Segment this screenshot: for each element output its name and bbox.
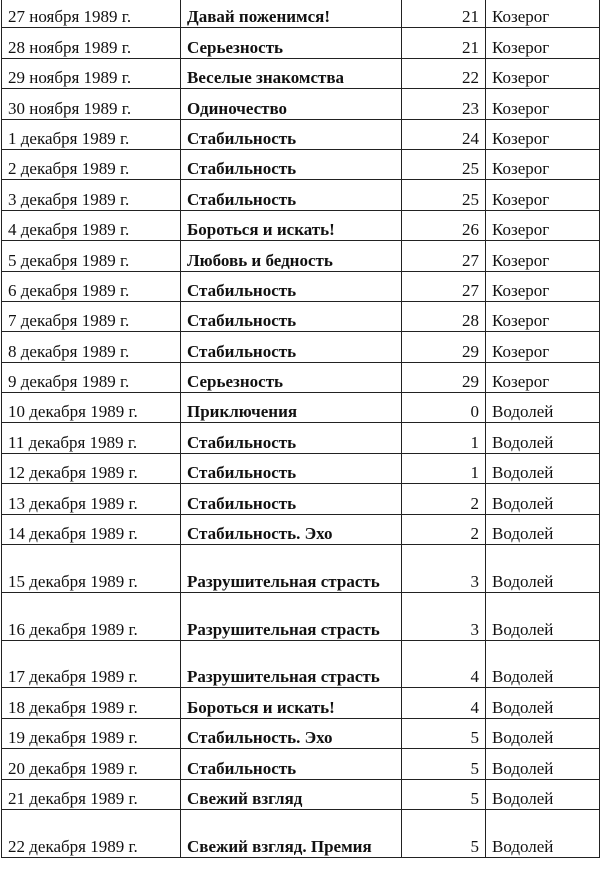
event-cell: Стабильность	[181, 301, 402, 331]
table-row	[2, 271, 600, 301]
table-row	[2, 592, 600, 640]
table-row	[2, 749, 600, 779]
event-cell: Стабильность	[181, 749, 402, 779]
sign-cell: Козерог	[486, 149, 600, 179]
number-cell: 28	[402, 301, 486, 331]
table-row	[2, 545, 600, 593]
table-row	[2, 301, 600, 331]
date-cell: 21 декабря 1989 г.	[2, 779, 181, 809]
sign-cell: Водолей	[486, 393, 600, 423]
event-cell: Серьезность	[181, 28, 402, 58]
sign-cell: Козерог	[486, 362, 600, 392]
event-cell: Разрушительная страсть	[181, 545, 402, 593]
number-cell: 2	[402, 484, 486, 514]
date-table-body	[2, 0, 600, 857]
table-row	[2, 210, 600, 240]
sign-cell: Водолей	[486, 749, 600, 779]
sign-cell: Водолей	[486, 779, 600, 809]
date-cell: 1 декабря 1989 г.	[2, 119, 181, 149]
table-row	[2, 484, 600, 514]
sign-cell: Водолей	[486, 453, 600, 483]
event-cell: Одиночество	[181, 89, 402, 119]
date-cell: 2 декабря 1989 г.	[2, 149, 181, 179]
event-cell: Стабильность	[181, 453, 402, 483]
date-cell: 13 декабря 1989 г.	[2, 484, 181, 514]
number-cell: 23	[402, 89, 486, 119]
table-row	[2, 119, 600, 149]
sign-cell: Козерог	[486, 58, 600, 88]
number-cell: 5	[402, 779, 486, 809]
date-cell: 17 декабря 1989 г.	[2, 640, 181, 688]
number-cell: 3	[402, 545, 486, 593]
date-cell: 20 декабря 1989 г.	[2, 749, 181, 779]
number-cell: 1	[402, 453, 486, 483]
number-cell: 22	[402, 58, 486, 88]
event-cell: Давай поженимся!	[181, 0, 402, 28]
sign-cell: Козерог	[486, 119, 600, 149]
date-cell: 4 декабря 1989 г.	[2, 210, 181, 240]
event-cell: Любовь и бедность	[181, 241, 402, 271]
number-cell: 21	[402, 0, 486, 28]
date-cell: 10 декабря 1989 г.	[2, 393, 181, 423]
number-cell: 0	[402, 393, 486, 423]
sign-cell: Водолей	[486, 688, 600, 718]
date-cell: 9 декабря 1989 г.	[2, 362, 181, 392]
event-cell: Стабильность	[181, 119, 402, 149]
number-cell: 25	[402, 180, 486, 210]
sign-cell: Козерог	[486, 301, 600, 331]
date-cell: 27 ноября 1989 г.	[2, 0, 181, 28]
date-table	[1, 0, 600, 858]
date-cell: 3 декабря 1989 г.	[2, 180, 181, 210]
date-cell: 14 декабря 1989 г.	[2, 514, 181, 544]
date-cell: 30 ноября 1989 г.	[2, 89, 181, 119]
table-row	[2, 453, 600, 483]
sign-cell: Водолей	[486, 640, 600, 688]
date-cell: 15 декабря 1989 г.	[2, 545, 181, 593]
table-row	[2, 241, 600, 271]
sign-cell: Козерог	[486, 28, 600, 58]
date-cell: 18 декабря 1989 г.	[2, 688, 181, 718]
number-cell: 5	[402, 718, 486, 748]
sign-cell: Водолей	[486, 484, 600, 514]
date-cell: 29 ноября 1989 г.	[2, 58, 181, 88]
sign-cell: Водолей	[486, 514, 600, 544]
sign-cell: Водолей	[486, 592, 600, 640]
sign-cell: Козерог	[486, 89, 600, 119]
event-cell: Свежий взгляд. Премия	[181, 809, 402, 857]
sign-cell: Козерог	[486, 0, 600, 28]
number-cell: 2	[402, 514, 486, 544]
event-cell: Стабильность	[181, 484, 402, 514]
event-cell: Стабильность	[181, 271, 402, 301]
sign-cell: Водолей	[486, 423, 600, 453]
table-row	[2, 393, 600, 423]
date-cell: 11 декабря 1989 г.	[2, 423, 181, 453]
table-row	[2, 688, 600, 718]
number-cell: 26	[402, 210, 486, 240]
number-cell: 5	[402, 809, 486, 857]
sign-cell: Козерог	[486, 210, 600, 240]
table-row	[2, 423, 600, 453]
number-cell: 24	[402, 119, 486, 149]
date-cell: 19 декабря 1989 г.	[2, 718, 181, 748]
sign-cell: Козерог	[486, 241, 600, 271]
table-row	[2, 514, 600, 544]
event-cell: Стабильность	[181, 332, 402, 362]
table-row	[2, 58, 600, 88]
event-cell: Стабильность. Эхо	[181, 718, 402, 748]
date-cell: 6 декабря 1989 г.	[2, 271, 181, 301]
event-cell: Стабильность	[181, 423, 402, 453]
table-row	[2, 332, 600, 362]
sign-cell: Козерог	[486, 332, 600, 362]
table-row	[2, 0, 600, 28]
table-row	[2, 809, 600, 857]
number-cell: 4	[402, 688, 486, 718]
table-row	[2, 640, 600, 688]
event-cell: Бороться и искать!	[181, 210, 402, 240]
event-cell: Приключения	[181, 393, 402, 423]
event-cell: Стабильность	[181, 149, 402, 179]
number-cell: 29	[402, 362, 486, 392]
event-cell: Веселые знакомства	[181, 58, 402, 88]
number-cell: 27	[402, 271, 486, 301]
date-cell: 7 декабря 1989 г.	[2, 301, 181, 331]
event-cell: Разрушительная страсть	[181, 592, 402, 640]
number-cell: 21	[402, 28, 486, 58]
table-row	[2, 28, 600, 58]
event-cell: Бороться и искать!	[181, 688, 402, 718]
number-cell: 27	[402, 241, 486, 271]
table-row	[2, 362, 600, 392]
number-cell: 3	[402, 592, 486, 640]
table-row	[2, 180, 600, 210]
event-cell: Разрушительная страсть	[181, 640, 402, 688]
sign-cell: Козерог	[486, 180, 600, 210]
number-cell: 1	[402, 423, 486, 453]
table-row	[2, 149, 600, 179]
table-row	[2, 718, 600, 748]
date-cell: 22 декабря 1989 г.	[2, 809, 181, 857]
date-cell: 16 декабря 1989 г.	[2, 592, 181, 640]
event-cell: Серьезность	[181, 362, 402, 392]
date-cell: 12 декабря 1989 г.	[2, 453, 181, 483]
date-cell: 28 ноября 1989 г.	[2, 28, 181, 58]
table-row	[2, 89, 600, 119]
date-cell: 8 декабря 1989 г.	[2, 332, 181, 362]
date-cell: 5 декабря 1989 г.	[2, 241, 181, 271]
table-row	[2, 779, 600, 809]
event-cell: Стабильность. Эхо	[181, 514, 402, 544]
number-cell: 25	[402, 149, 486, 179]
event-cell: Свежий взгляд	[181, 779, 402, 809]
number-cell: 4	[402, 640, 486, 688]
event-cell: Стабильность	[181, 180, 402, 210]
sign-cell: Водолей	[486, 809, 600, 857]
sign-cell: Водолей	[486, 718, 600, 748]
number-cell: 5	[402, 749, 486, 779]
sign-cell: Водолей	[486, 545, 600, 593]
number-cell: 29	[402, 332, 486, 362]
sign-cell: Козерог	[486, 271, 600, 301]
